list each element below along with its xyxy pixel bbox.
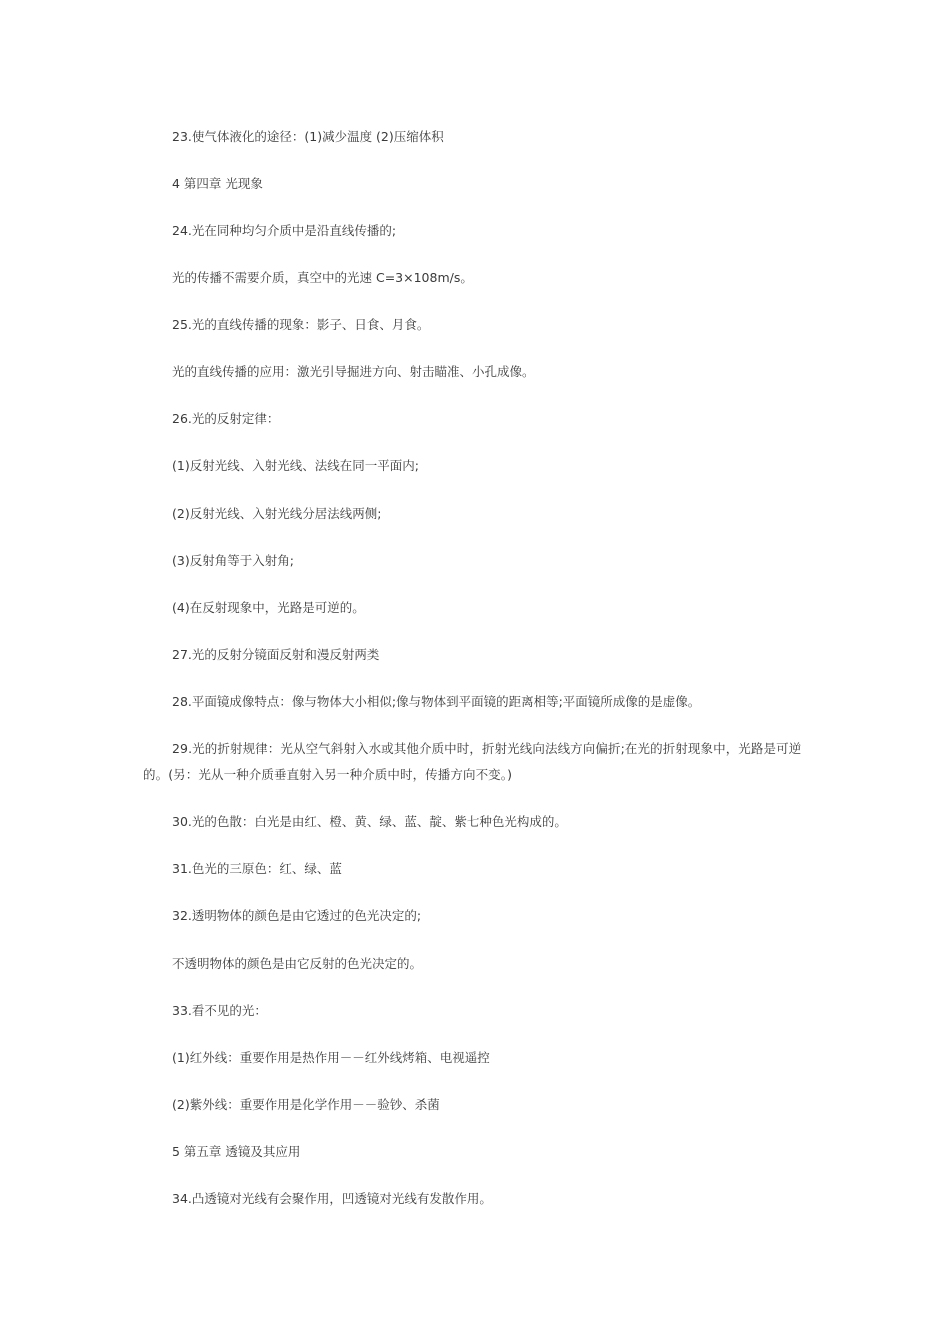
paragraph-33-ultraviolet: (2)紫外线：重要作用是化学作用－－验钞、杀菌 [172, 1097, 440, 1112]
paragraph-33: 33.看不见的光： [172, 1003, 267, 1018]
paragraph-26-item-3: (3)反射角等于入射角; [172, 553, 294, 568]
paragraph-32: 32.透明物体的颜色是由它透过的色光决定的; [172, 908, 422, 923]
chapter-5-heading: 5 第五章 透镜及其应用 [172, 1144, 301, 1159]
paragraph-33-infrared: (1)红外线：重要作用是热作用－－红外线烤箱、电视遥控 [172, 1050, 490, 1065]
paragraph-30: 30.光的色散：白光是由红、橙、黄、绿、蓝、靛、紫七种色光构成的。 [172, 814, 567, 829]
paragraph-24: 24.光在同种均匀介质中是沿直线传播的; [172, 223, 397, 238]
paragraph-23: 23.使气体液化的途径：(1)减少温度 (2)压缩体积 [172, 129, 444, 144]
paragraph-34: 34.凸透镜对光线有会聚作用，凹透镜对光线有发散作用。 [172, 1191, 492, 1206]
paragraph-26-item-1: (1)反射光线、入射光线、法线在同一平面内; [172, 458, 419, 473]
paragraph-28: 28.平面镜成像特点：像与物体大小相似;像与物体到平面镜的距离相等;平面镜所成像的是虚像。 [172, 694, 701, 709]
paragraph-opaque-color: 不透明物体的颜色是由它反射的色光决定的。 [172, 956, 423, 971]
paragraph-26-item-4: (4)在反射现象中，光路是可逆的。 [172, 600, 365, 615]
chapter-4-heading: 4 第四章 光现象 [172, 176, 263, 191]
paragraph-26-item-2: (2)反射光线、入射光线分居法线两侧; [172, 506, 382, 521]
paragraph-31: 31.色光的三原色：红、绿、蓝 [172, 861, 342, 876]
paragraph-26: 26.光的反射定律： [172, 411, 280, 426]
paragraph-27: 27.光的反射分镜面反射和漫反射两类 [172, 647, 380, 662]
paragraph-straight-line-application: 光的直线传播的应用：激光引导掘进方向、射击瞄准、小孔成像。 [172, 364, 535, 379]
paragraph-25: 25.光的直线传播的现象：影子、日食、月食。 [172, 317, 430, 332]
paragraph-light-speed: 光的传播不需要介质，真空中的光速 C=3×108m/s。 [172, 270, 473, 285]
paragraph-29: 29.光的折射规律：光从空气斜射入水或其他介质中时，折射光线向法线方向偏折;在光的折射现象中，光路是可逆的。(另：光从一种介质垂直射入另一种介质中时，传播方向不变。) [143, 741, 802, 782]
